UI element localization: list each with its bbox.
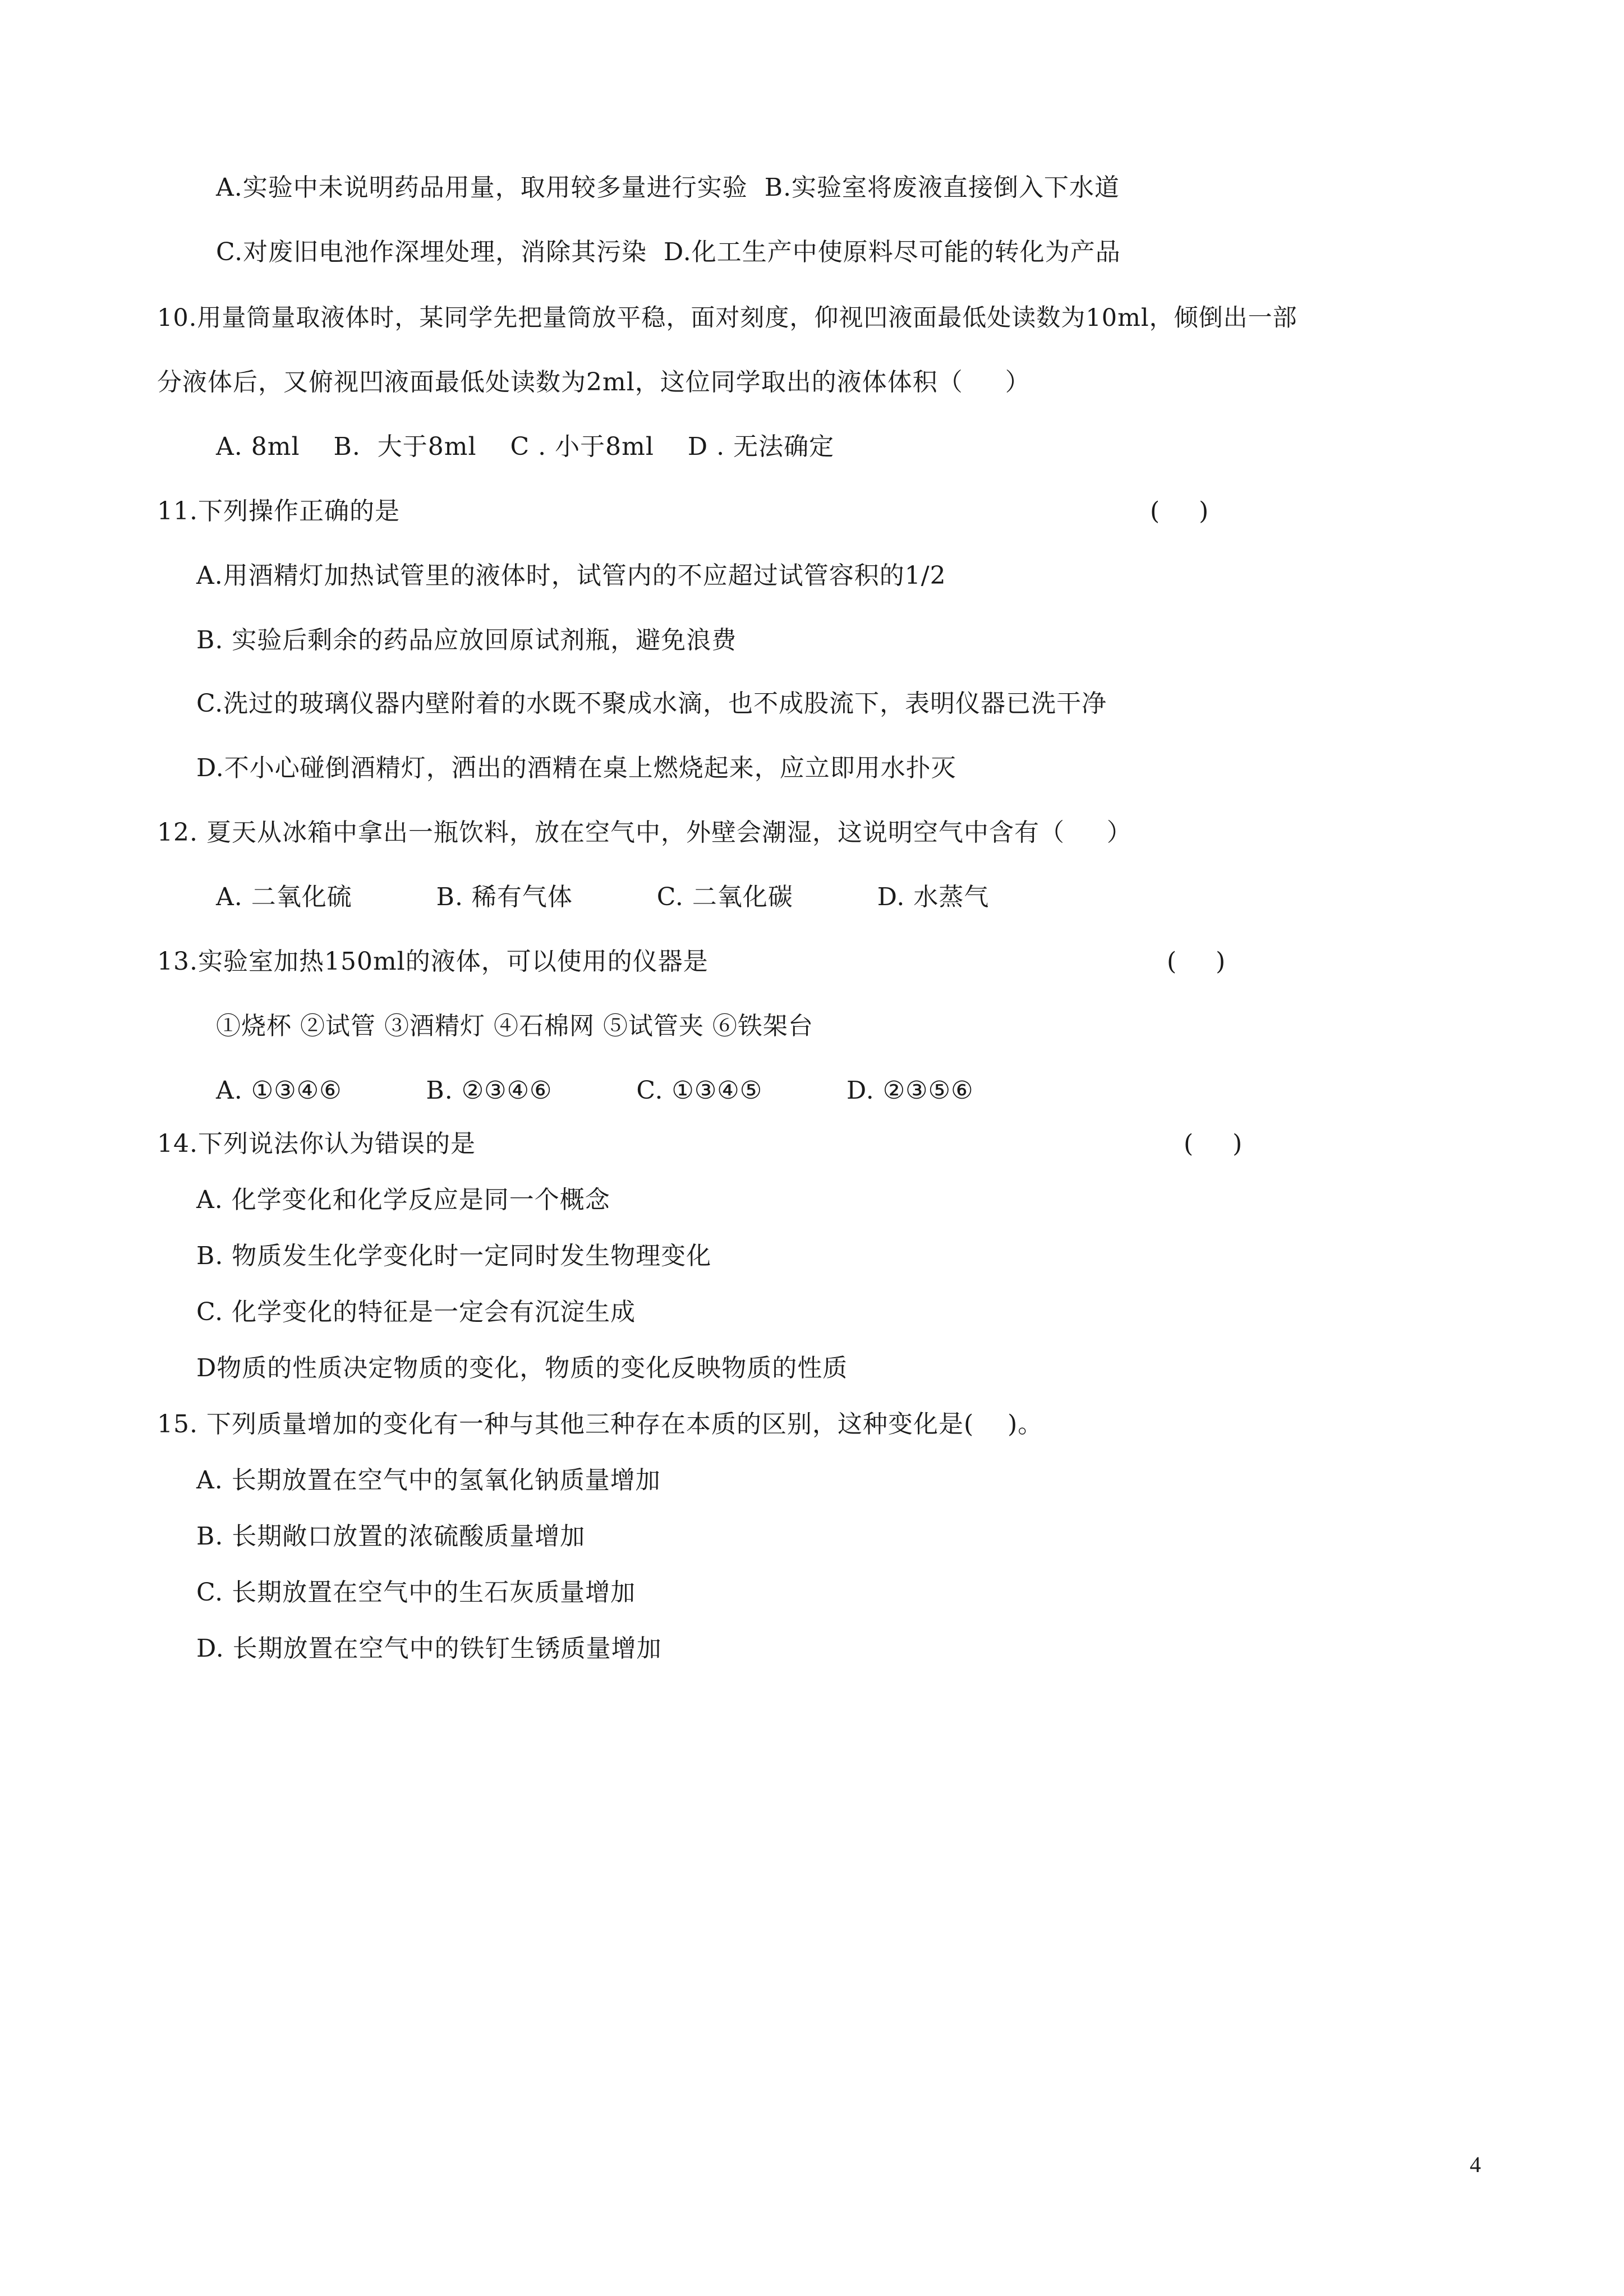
q15-option-b: B. 长期敞口放置的浓硫酸质量增加 xyxy=(196,1522,586,1551)
q11-option-b: B. 实验后剩余的药品应放回原试剂瓶，避免浪费 xyxy=(196,626,737,654)
q14-option-b: B. 物质发生化学变化时一定同时发生物理变化 xyxy=(196,1242,712,1270)
q14-option-d: D物质的性质决定物质的变化，物质的变化反映物质的性质 xyxy=(196,1354,848,1382)
q14-option-a: A. 化学变化和化学反应是同一个概念 xyxy=(196,1186,610,1214)
q11-option-d: D.不小心碰倒酒精灯，洒出的酒精在桌上燃烧起来，应立即用水扑灭 xyxy=(196,754,956,782)
q11-stem: 11.下列操作正确的是 xyxy=(157,497,400,525)
page-number: 4 xyxy=(1470,2152,1481,2177)
q15-option-c: C. 长期放置在空气中的生石灰质量增加 xyxy=(196,1578,636,1607)
q15-stem: 15. 下列质量增加的变化有一种与其他三种存在本质的区别，这种变化是( )。 xyxy=(157,1410,1043,1439)
q11-option-a: A.用酒精灯加热试管里的液体时，试管内的不应超过试管容积的1/2 xyxy=(196,561,946,590)
q13-answer-paren: ( ) xyxy=(1167,947,1226,976)
q12-options: A. 二氧化硫 B. 稀有气体 C. 二氧化碳 D. 水蒸气 xyxy=(216,883,990,911)
q10-stem-line1: 10.用量筒量取液体时，某同学先把量筒放平稳，面对刻度，仰视凹液面最低处读数为10ml，倾倒出一部 xyxy=(157,304,1298,332)
q10-stem-line2: 分液体后，又俯视凹液面最低处读数为2ml，这位同学取出的液体体积（ ） xyxy=(157,368,1030,397)
q10-options: A. 8ml B. 大于8ml C . 小于8ml D . 无法确定 xyxy=(216,432,835,461)
q11-option-c: C.洗过的玻璃仪器内壁附着的水既不聚成水滴，也不成股流下，表明仪器已洗干净 xyxy=(196,689,1107,718)
q11-answer-paren: ( ) xyxy=(1150,497,1209,525)
q14-stem: 14.下列说法你认为错误的是 xyxy=(157,1129,476,1158)
q15-option-a: A. 长期放置在空气中的氢氧化钠质量增加 xyxy=(196,1466,661,1495)
q15-option-d: D. 长期放置在空气中的铁钉生锈质量增加 xyxy=(196,1634,662,1663)
q13-options: A. ①③④⑥ B. ②③④⑥ C. ①③④⑤ D. ②③⑤⑥ xyxy=(216,1076,974,1105)
q13-stem: 13.实验室加热150ml的液体，可以使用的仪器是 xyxy=(157,947,709,976)
q14-option-c: C. 化学变化的特征是一定会有沉淀生成 xyxy=(196,1298,636,1326)
q14-answer-paren: ( ) xyxy=(1184,1129,1243,1158)
q9-options-cd: C.对废旧电池作深埋处理，消除其污染 D.化工生产中使原料尽可能的转化为产品 xyxy=(216,238,1121,266)
q12-stem: 12. 夏天从冰箱中拿出一瓶饮料，放在空气中，外壁会潮湿，这说明空气中含有（ ） xyxy=(157,818,1132,847)
q9-options-ab: A.实验中未说明药品用量，取用较多量进行实验 B.实验室将废液直接倒入下水道 xyxy=(216,173,1120,202)
q13-items: ①烧杯 ②试管 ③酒精灯 ④石棉网 ⑤试管夹 ⑥铁架台 xyxy=(216,1012,813,1040)
